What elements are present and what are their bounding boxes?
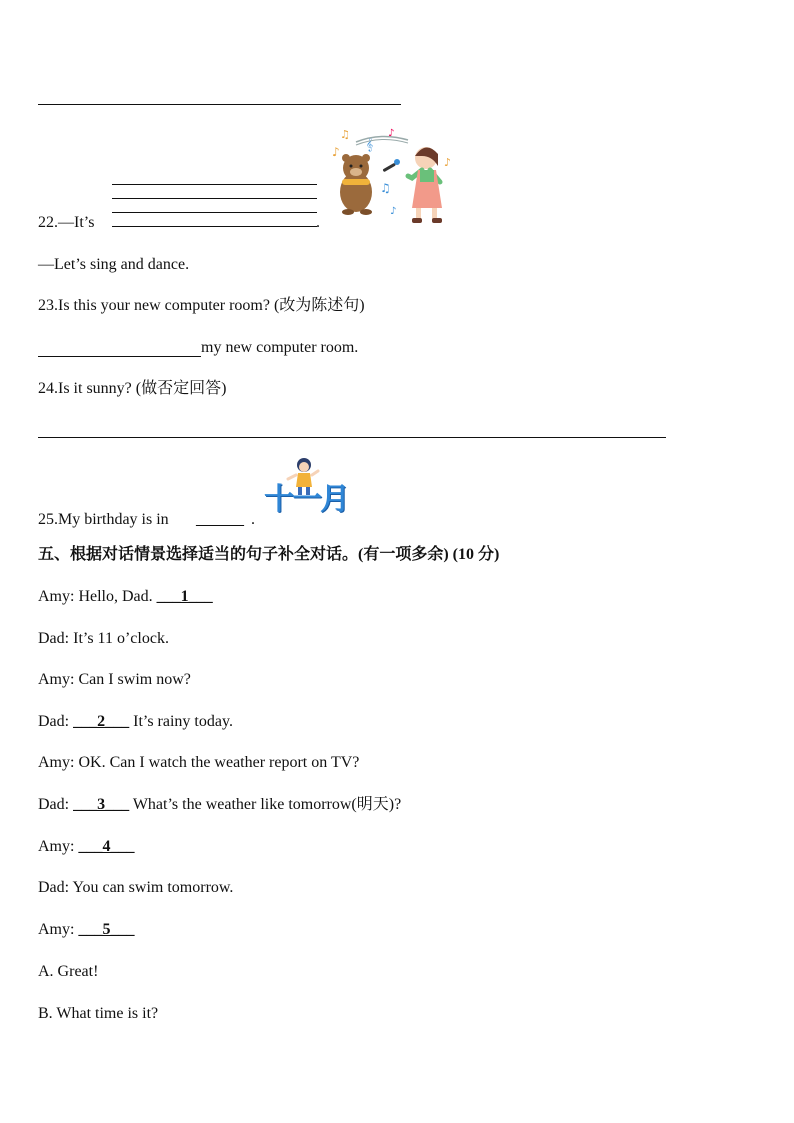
q24-question: 24.Is it sunny? (做否定回答) (38, 380, 227, 397)
dialogue-line (38, 878, 233, 898)
dialogue-speaker: Amy: (38, 921, 75, 938)
q22-reply: —Let’s sing and dance. (38, 256, 190, 273)
section5-heading: 五、根据对话情景选择适当的句子补全对话。(有一项多余) (10 分) (38, 546, 500, 563)
dialogue-speaker: Amy: (38, 754, 75, 771)
dialogue-speaker: Dad: (38, 630, 70, 647)
q22-prefix: 22.—It’s (38, 214, 95, 231)
dialogue-line (38, 629, 169, 649)
svg-text:𝄞: 𝄞 (366, 137, 374, 151)
option-item: B. What time is it? (38, 1005, 159, 1022)
dialogue-line (38, 587, 213, 607)
dialogue-text: Hello, Dad. (74, 588, 157, 605)
november-illustration (262, 455, 358, 525)
dialogue-text: Can I swim now? (74, 671, 191, 688)
option-item: A. Great! (38, 963, 99, 980)
q25-blank[interactable]: ______ (196, 511, 244, 528)
svg-text:♪: ♪ (332, 145, 340, 159)
dialogue-text: It’s 11 o’clock. (69, 630, 169, 647)
dialogue-speaker: Dad: (38, 713, 70, 730)
q22-end: . (316, 214, 320, 231)
dialogue-line (38, 837, 134, 857)
dialogue-line (38, 670, 191, 690)
q23-answer-suffix: my new computer room. (201, 339, 359, 356)
svg-text:♫: ♫ (340, 128, 350, 141)
svg-text:♪: ♪ (444, 156, 452, 169)
q24-answer-line[interactable] (38, 437, 666, 438)
dialogue-line (38, 753, 359, 773)
dialogue-speaker: Dad: (38, 796, 70, 813)
dialogue-answer-blank[interactable]: ___5___ (78, 921, 135, 938)
q22-writing-line-4[interactable] (112, 226, 317, 227)
dialogue-line (38, 795, 401, 815)
q22-writing-line-3[interactable] (112, 212, 317, 213)
dialogue-line (38, 920, 134, 940)
q22-writing-line-2[interactable] (112, 198, 317, 199)
singing-illustration (326, 126, 458, 230)
svg-text:♪: ♪ (388, 128, 395, 139)
dialogue-speaker: Amy: (38, 671, 75, 688)
dialogue-speaker: Amy: (38, 588, 75, 605)
dialogue-speaker: Dad: (38, 879, 70, 896)
dialogue-text-after: It’s rainy today. (129, 713, 233, 730)
q21-answer-line[interactable] (38, 104, 401, 105)
svg-text:♪: ♪ (390, 206, 397, 217)
dialogue-answer-blank[interactable]: ___4___ (78, 838, 135, 855)
q25-end: . (251, 511, 255, 528)
dialogue-answer-blank[interactable]: ___3___ (73, 796, 130, 813)
dialogue-text-after: What’s the weather like tomorrow(明天)? (129, 796, 402, 813)
q23-question: 23.Is this your new computer room? (改为陈述句) (38, 297, 365, 314)
dialogue-speaker: Amy: (38, 838, 75, 855)
q22-writing-line-1[interactable] (112, 184, 317, 185)
dialogue-answer-blank[interactable]: ___1___ (156, 588, 213, 605)
dialogue-answer-blank[interactable]: ___2___ (73, 713, 130, 730)
q25-prefix: 25.My birthday is in (38, 511, 169, 528)
dialogue-line (38, 712, 233, 732)
svg-text:♫: ♫ (380, 181, 391, 195)
november-label: 十一月 (264, 482, 348, 517)
dialogue-text: You can swim tomorrow. (69, 879, 234, 896)
q23-answer-blank[interactable] (38, 356, 201, 357)
dialogue-text: OK. Can I watch the weather report on TV? (74, 754, 360, 771)
